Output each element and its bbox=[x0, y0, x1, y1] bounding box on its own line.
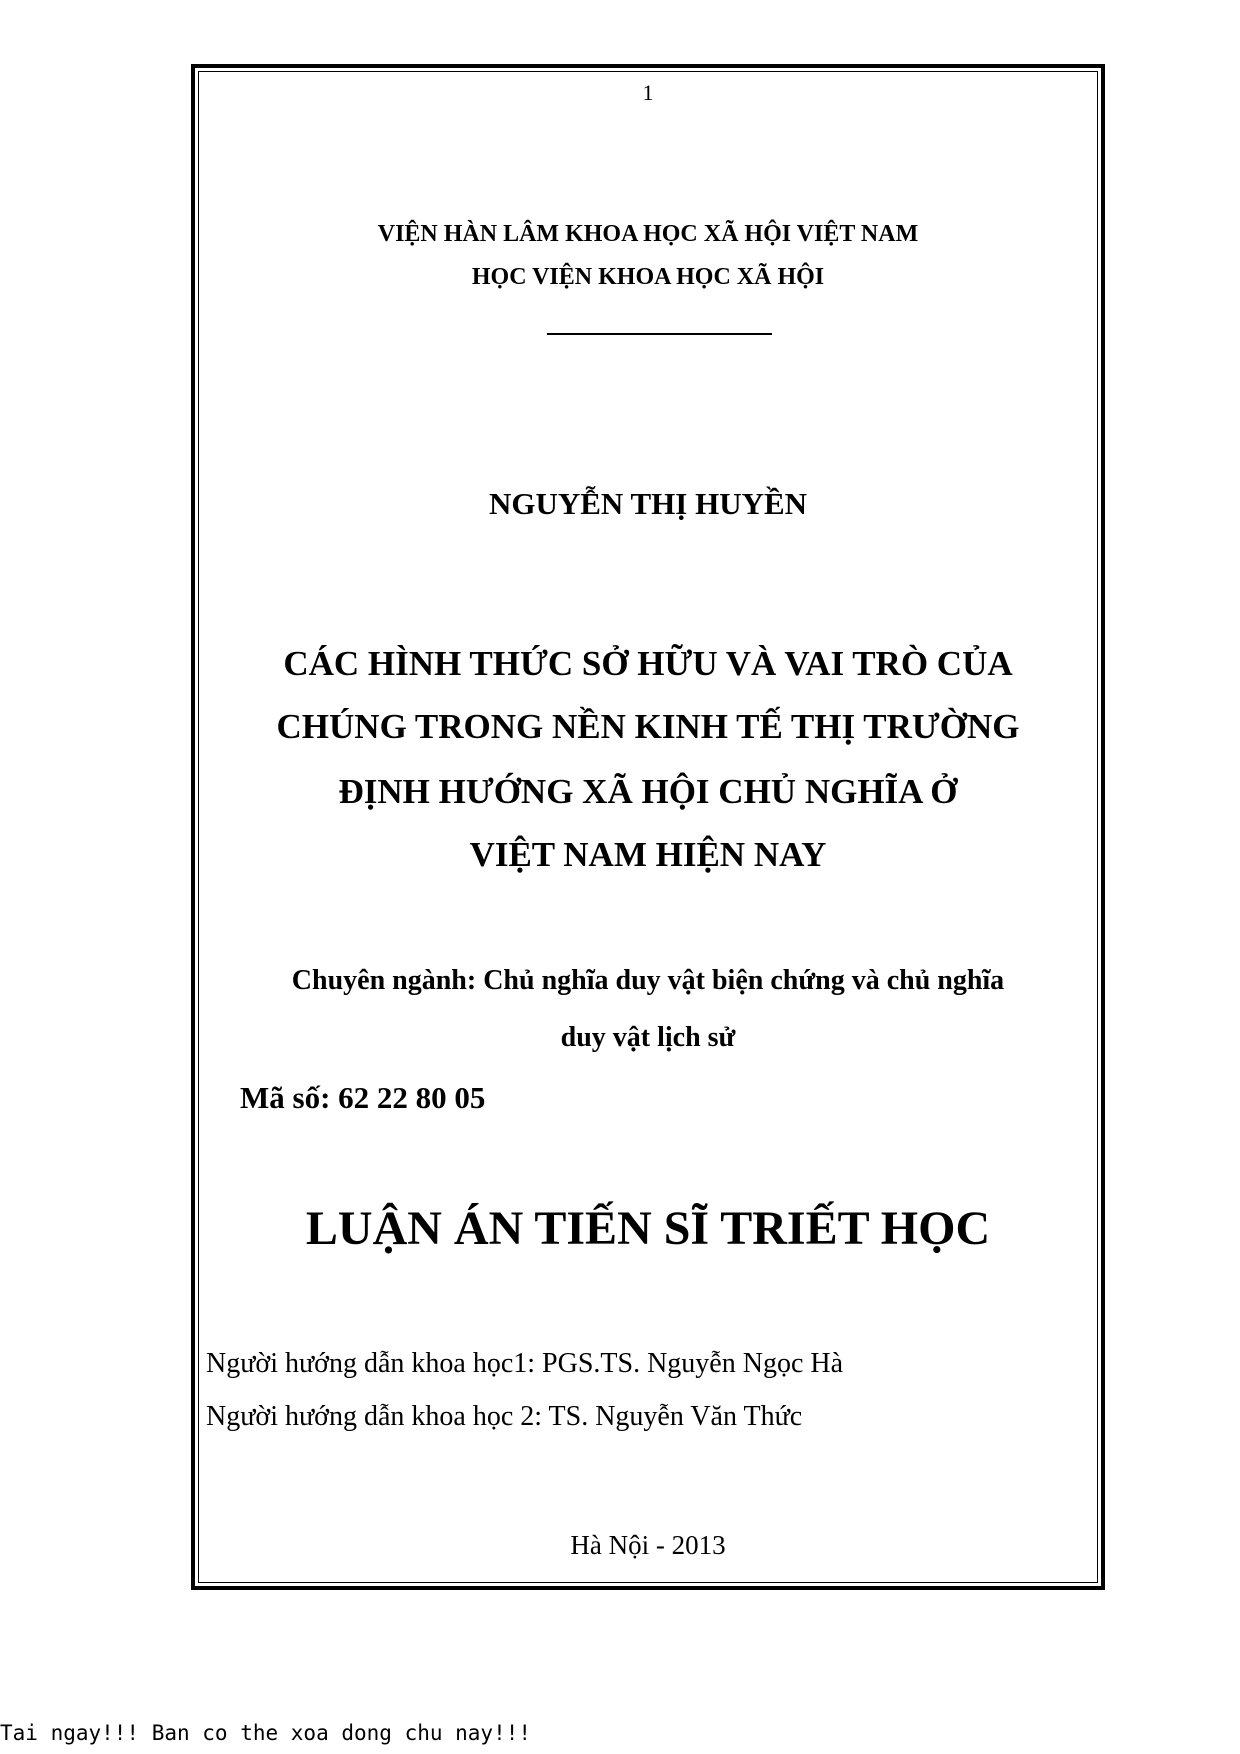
thesis-title-line-2: CHÚNG TRONG NỀN KINH TẾ THỊ TRƯỜNG bbox=[276, 707, 1020, 746]
advisor-1: Người hướng dẫn khoa học1: PGS.TS. Nguyễn Ngọc Hà bbox=[206, 1348, 844, 1379]
degree-title: LUẬN ÁN TIẾN SĨ TRIẾT HỌC bbox=[305, 1202, 991, 1255]
institution-academy: VIỆN HÀN LÂM KHOA HỌC XÃ HỘI VIỆT NAM bbox=[377, 221, 919, 247]
place-and-year: Hà Nội - 2013 bbox=[570, 1530, 726, 1560]
major-line-1: Chuyên ngành: Chủ nghĩa duy vật biện chứng và chủ nghĩa bbox=[291, 965, 1005, 996]
thesis-title-line-1: CÁC HÌNH THỨC SỞ HỮU VÀ VAI TRÒ CỦA bbox=[283, 644, 1013, 683]
thesis-title-line-3: ĐỊNH HƯỚNG XÃ HỘI CHỦ NGHĨA Ở bbox=[338, 772, 958, 811]
major-code: Mã số: 62 22 80 05 bbox=[240, 1080, 486, 1115]
thesis-title-line-4: VIỆT NAM HIỆN NAY bbox=[469, 835, 827, 874]
major-line-2: duy vật lịch sử bbox=[560, 1022, 736, 1053]
header-divider bbox=[547, 333, 772, 335]
advisor-2: Người hướng dẫn khoa học 2: TS. Nguyễn Văn Thức bbox=[206, 1401, 803, 1432]
institution-school: HỌC VIỆN KHOA HỌC XÃ HỘI bbox=[471, 264, 825, 290]
page-number: 1 bbox=[642, 80, 654, 105]
footer-note: Tai ngay!!! Ban co the xoa dong chu nay!!! bbox=[0, 1721, 532, 1745]
author-name: NGUYỄN THỊ HUYỀN bbox=[488, 486, 808, 521]
